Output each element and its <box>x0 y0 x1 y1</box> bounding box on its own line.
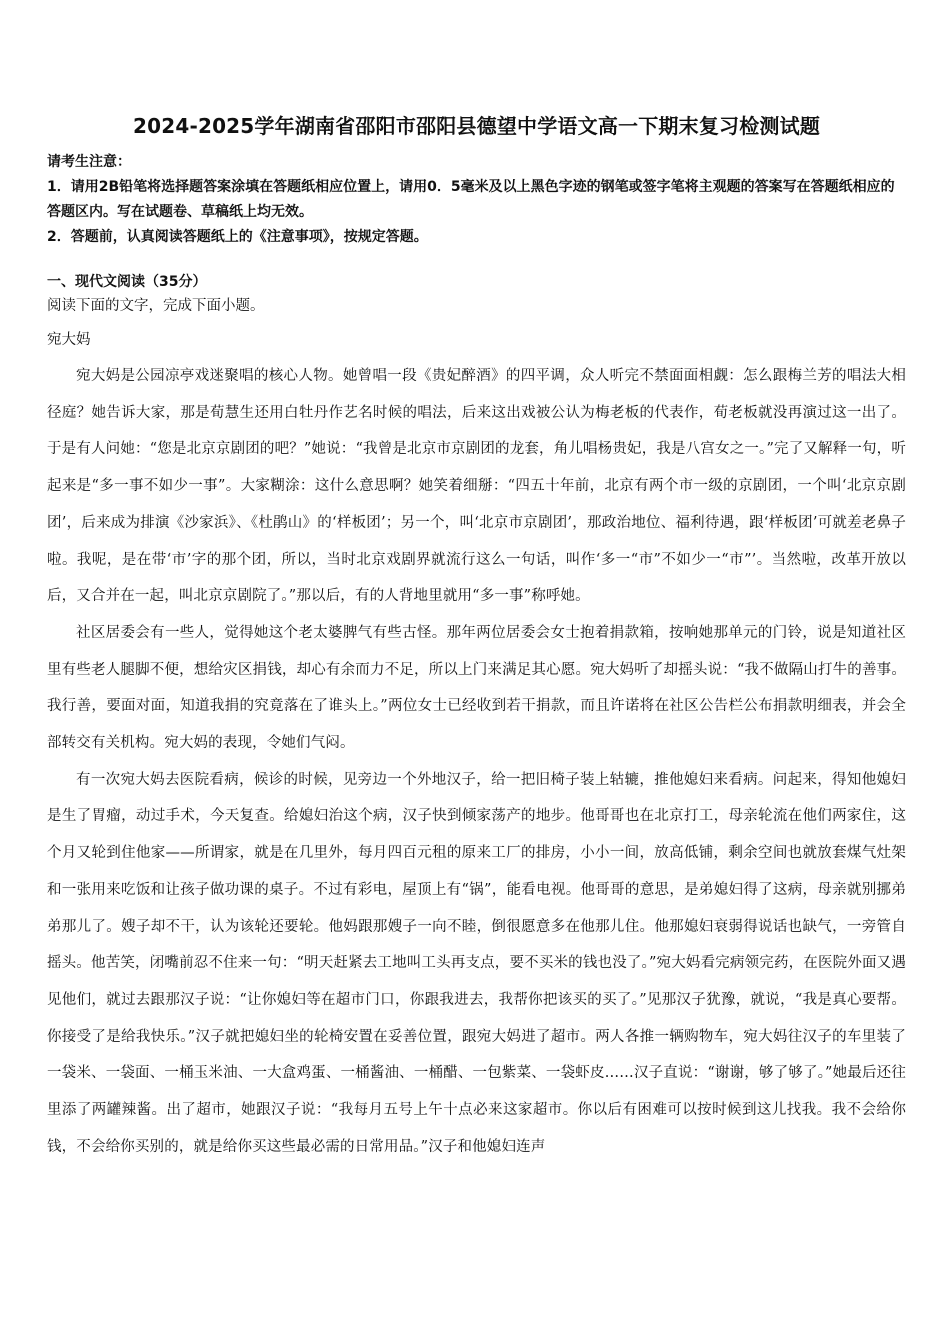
article-title: 宛大妈 <box>47 332 91 348</box>
exam-title: 2024-2025学年湖南省邵阳市邵阳县德望中学语文高一下期末复习检测试题 <box>132 114 821 138</box>
notice-item-1: 1．请用2B铅笔将选择题答案涂填在答题纸相应位置上，请用0．5毫米及以上黑色字迹的钢笔或签字笔将主观题的答案写在答题纸相应的答题区内。写在试题卷、草稿纸上均无效。 <box>47 179 895 220</box>
notice-block <box>47 150 906 250</box>
article-paragraph-3: 有一次宛大妈去医院看病，候诊的时候，见旁边一个外地汉子，给一把旧椅子装上轱辘，推他媳妇来看病。问起来，得知他媳妇是生了胃瘤，动过手术，今天复查。给媳妇治这个病，汉子快到倾家荡产的地步。他哥哥也在北京打工，母亲轮流在他们两家住，这个月又轮到住他家——所谓家，就是在几里外，每月四百元租的原来工厂的排房，小小一间，放高低铺，剩余空间也就放套煤气灶架和一张用来吃饭和让孩子做功课的桌子。不过有彩电，屋顶上有“锅”，能看电视。他哥哥的意思，是弟媳妇得了这病，母亲就别挪弟弟那儿了。嫂子却不干，认为该轮还要轮。他妈跟那嫂子一向不睦，倒很愿意多在他那儿住。他那媳妇衰弱得说话也缺气，一旁管自摇头。他苦笑，闭嘴前忍不住来一句：“明天赶紧去工地叫工头再支点，要不买米的钱也没了。”宛大妈看完病领完药，在医院外面又遇见他们，就过去跟那汉子说：“让你媳妇等在超市门口，你跟我进去，我帮你把该买的买了。”见那汉子犹豫，就说，“我是真心要帮。你接受了是给我快乐。”汉子就把媳妇坐的轮椅安置在妥善位置，跟宛大妈进了超市。两人各推一辆购物车，宛大妈往汉子的车里装了一袋米、一袋面、一桶玉米油、一大盒鸡蛋、一桶酱油、一桶醋、一包紫菜、一袋虾皮……汉子直说：“谢谢，够了够了。”她最后还往里添了两罐辣酱。出了超市，她跟汉子说：“我每月五号上午十点必来这家超市。你以后有困难可以按时候到这儿找我。我不会给你钱，不会给你买别的，就是给你买这些最必需的日常用品。”汉子和他媳妇连声 <box>47 771 906 1155</box>
notice-item-2: 2．答题前，认真阅读答题纸上的《注意事项》，按规定答题。 <box>47 229 428 245</box>
section-heading: 一、现代文阅读（35分） <box>47 274 207 290</box>
notice-heading: 请考生注意： <box>47 154 131 170</box>
article-paragraph-1: 宛大妈是公园凉亭戏迷聚唱的核心人物。她曾唱一段《贵妃醉酒》的四平调，众人听完不禁面面相觑：怎么跟梅兰芳的唱法大相径庭？她告诉大家，那是荀慧生还用白牡丹作艺名时候的唱法，后来这出戏被公认为梅老板的代表作，荀老板就没再演过这一出了。于是有人问她：“您是北京京剧团的吧？”她说：“我曾是北京市京剧团的龙套，角儿唱杨贵妃，我是八宫女之一。”完了又解释一句，听起来是“多一事不如少一事”。大家糊涂：这什么意思啊？她笑着细掰：“四五十年前，北京有两个市一级的京剧团，一个叫‘北京京剧团’，后来成为排演《沙家浜》、《杜鹃山》的‘样板团’；另一个，叫‘北京市京剧团’，那政治地位、福利待遇，跟‘样板团’可就差老鼻子啦。我呢，是在带‘市’字的那个团，所以，当时北京戏剧界就流行这么一句话，叫作‘多一“市”不如少一“市”’。当然啦，改革开放以后，又合并在一起，叫北京京剧院了。”那以后，有的人背地里就用“多一事”称呼她。 <box>47 368 906 605</box>
reading-instruction: 阅读下面的文字，完成下面小题。 <box>47 298 265 314</box>
article-paragraph-2: 社区居委会有一些人，觉得她这个老太婆脾气有些古怪。那年两位居委会女士抱着捐款箱，按响她那单元的门铃，说是知道社区里有些老人腿脚不便，想给灾区捐钱，却心有余而力不足，所以上门来满足其心愿。宛大妈听了却摇头说：“我不做隔山打牛的善事。我行善，要面对面，知道我捐的究竟落在了谁头上。”两位女士已经收到若干捐款，而且许诺将在社区公告栏公布捐款明细表，并会全部转交有关机构。宛大妈的表现，令她们气闷。 <box>47 624 906 752</box>
